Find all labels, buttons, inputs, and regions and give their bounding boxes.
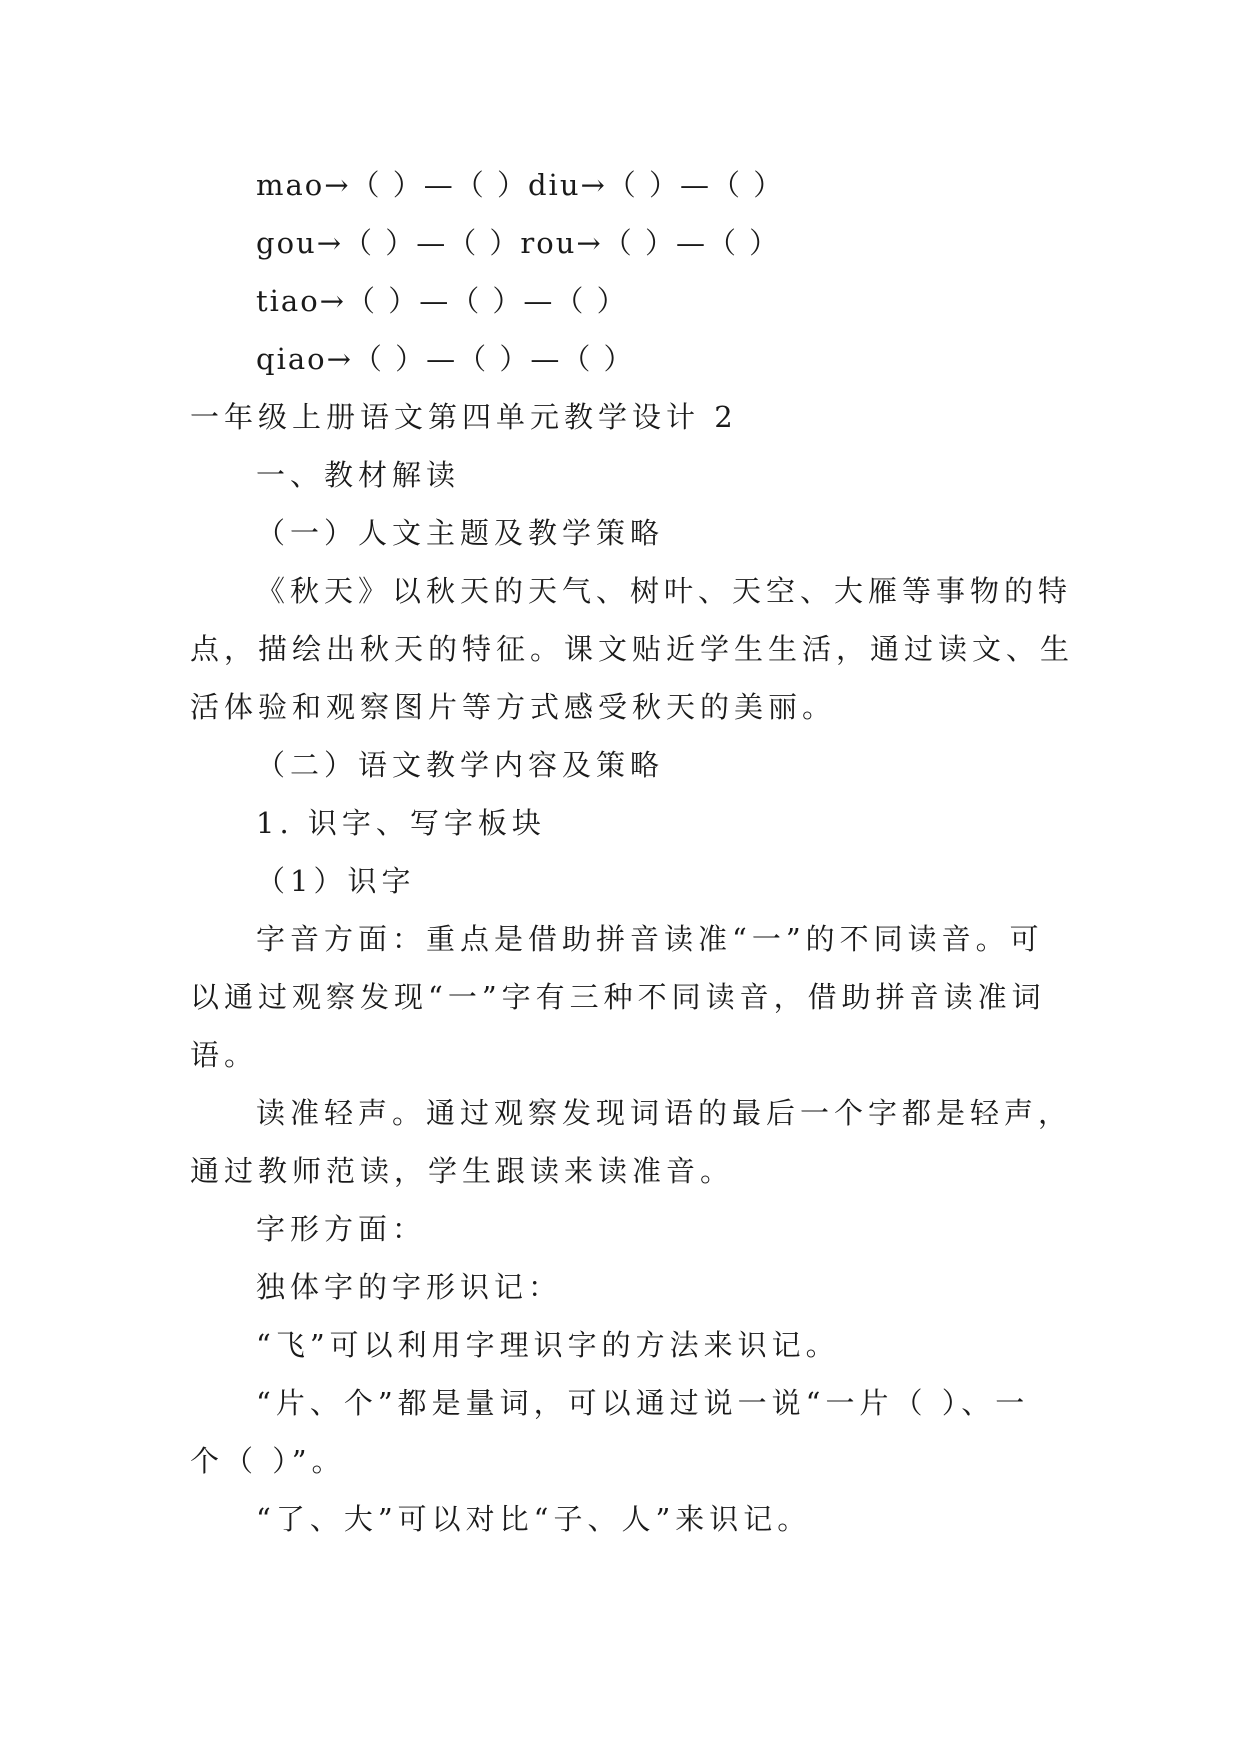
numbered-subheading: （1）识字: [256, 864, 416, 898]
paragraph-line: 个（ ）”。: [190, 1444, 346, 1478]
subsection-heading: （一）人文主题及教学策略: [256, 516, 665, 550]
paragraph-line: “飞”可以利用字理识字的方法来识记。: [256, 1328, 840, 1362]
document-title: 一年级上册语文第四单元教学设计 2: [190, 400, 738, 434]
paragraph-line: “片、个”都是量词，可以通过说一说“一片（ ）、一: [256, 1386, 1030, 1420]
pinyin-exercise-line: mao→（ ）—（ ）diu→（ ）—（ ）: [256, 168, 785, 202]
paragraph-line: 读准轻声。通过观察发现词语的最后一个字都是轻声，: [256, 1096, 1073, 1130]
paragraph-line: 字音方面：重点是借助拼音读准“一”的不同读音。可: [256, 922, 1044, 956]
section-heading: 一、教材解读: [256, 458, 461, 492]
paragraph-line: 以通过观察发现“一”字有三种不同读音，借助拼音读准词: [190, 980, 1046, 1014]
paragraph-line: “了、大”可以对比“子、人”来识记。: [256, 1502, 812, 1536]
paragraph-line: 通过教师范读，学生跟读来读准音。: [190, 1154, 735, 1188]
paragraph-line: 活体验和观察图片等方式感受秋天的美丽。: [190, 690, 837, 724]
subsection-heading: （二）语文教学内容及策略: [256, 748, 665, 782]
pinyin-exercise-line: gou→（ ）—（ ）rou→（ ）—（ ）: [256, 226, 781, 260]
paragraph-line: 点，描绘出秋天的特征。课文贴近学生生活，通过读文、生: [190, 632, 1075, 666]
paragraph-line: 《秋天》以秋天的天气、树叶、天空、大雁等事物的特: [256, 574, 1073, 608]
paragraph-line: 字形方面：: [256, 1212, 427, 1246]
pinyin-exercise-line: tiao→（ ）—（ ）—（ ）: [256, 284, 628, 318]
paragraph-line: 语。: [190, 1038, 259, 1072]
paragraph-line: 独体字的字形识记：: [256, 1270, 563, 1304]
pinyin-exercise-line: qiao→（ ）—（ ）—（ ）: [256, 342, 635, 376]
numbered-heading: 1. 识字、写字板块: [256, 806, 546, 840]
